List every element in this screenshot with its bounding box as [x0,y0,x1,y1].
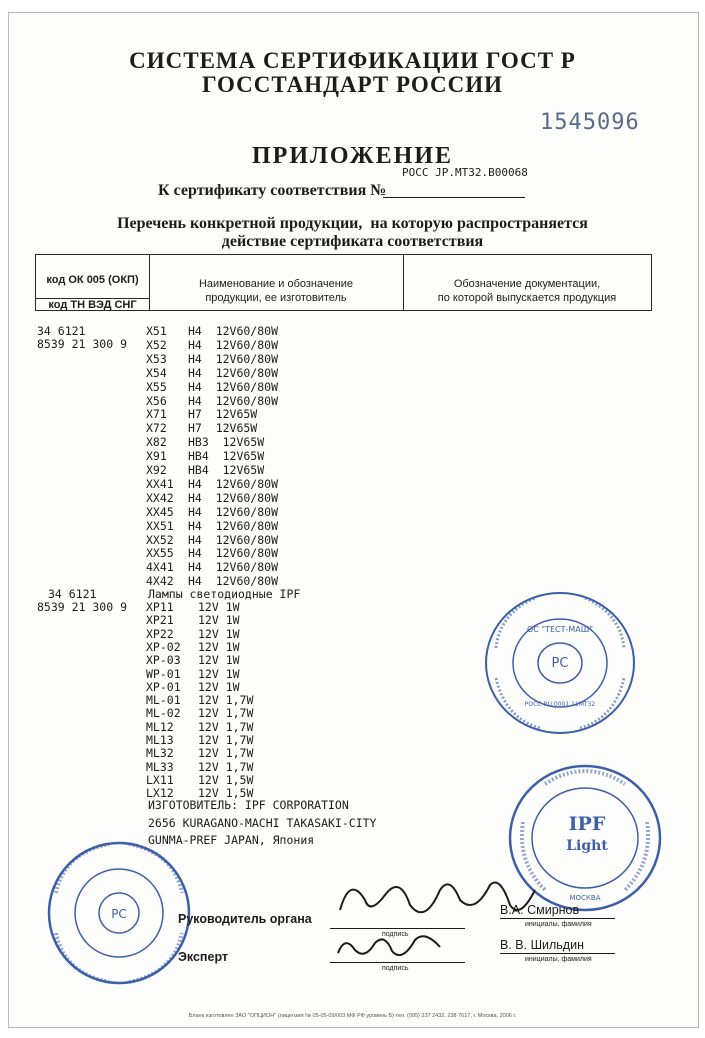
halogen-lamp-model: 4X41 [146,560,174,575]
annex-title: ПРИЛОЖЕНИЕ [251,143,454,169]
svg-text:Light: Light [566,838,608,854]
okp-column-header: код ОК 005 (ОКП) [46,274,139,286]
manufacturer-line-3: GUNMA-PREF JAPAN, Япония [148,833,315,847]
halogen-lamp-model: X82 [146,435,167,450]
expert-name: В. В. Шильдин [500,938,584,952]
halogen-lamp-spec: H4 12V60/80W [188,476,279,491]
certification-body-stamp [44,838,194,988]
halogen-lamp-spec: H4 12V60/80W [188,532,279,547]
led-lamps-heading: Лампы светодиодные IPF [148,587,301,601]
led-lamp-model: ML33 [146,759,174,774]
halogen-lamp-model: X56 [146,393,167,408]
halogen-lamp-spec: H4 12V60/80W [188,337,279,352]
halogen-lamp-model: X52 [146,337,167,352]
led-heading: 34 6121 [48,587,97,601]
okp-code-group1: 34 6121 [37,324,86,338]
halogen-lamp-spec: H4 12V60/80W [188,393,279,408]
halogen-lamp-spec: HB4 12V65W [188,463,265,477]
halogen-lamp-model: X54 [146,365,167,380]
led-lamp-model: ML13 [146,733,174,747]
led-lamp-spec: 12V 1,7W [198,706,254,721]
head-of-body-label: Руководитель органа [178,912,312,926]
svg-text:МОСКВА: МОСКВА [569,894,601,902]
halogen-lamp-spec: H4 12V60/80W [188,351,279,366]
led-lamp-spec: 12V 1W [198,613,240,628]
agency-title: ГОССТАНДАРТ РОССИИ [201,72,504,97]
halogen-lamp-model: XX41 [146,476,174,491]
manufacturer-line-2: 2656 KURAGANO-MACHI TAKASAKI-CITY [148,816,377,830]
expert-name-line [500,953,615,954]
manufacturer-line-1: ИЗГОТОВИТЕЛЬ: IPF CORPORATION [148,798,349,812]
product-name-column-header: Наименование и обозначение продукции, ее изготовитель [198,278,354,304]
halogen-lamp-spec: H4 12V60/80W [188,518,279,533]
halogen-lamp-spec: H4 12V60/80W [188,574,279,589]
certificate-number-line [383,197,525,198]
halogen-lamp-model: XX45 [146,504,174,519]
led-lamp-model: ML-01 [146,693,181,708]
led-lamp-spec: 12V 1,7W [198,746,254,761]
halogen-lamp-spec: HB3 12V65W [188,435,265,450]
svg-text:РОСС RU.0001.11МТ32: РОСС RU.0001.11МТ32 [524,701,596,708]
led-lamp-spec: 12V 1W [198,600,240,614]
svg-text:РС: РС [551,656,569,671]
to-certificate-label: К сертификату соответствия № [158,182,387,199]
product-list-heading-2: действие сертификата соответствия [221,233,484,250]
led-lamp-model: ML12 [146,719,174,734]
halogen-lamp-model: XX51 [146,518,174,533]
led-lamp-model: XP-01 [146,679,181,694]
expert-label: Эксперт [178,950,229,964]
halogen-lamp-spec: H4 12V60/80W [188,365,279,380]
led-lamp-spec: 12V 1W [198,626,240,641]
halogen-lamp-spec: HB4 12V65W [188,449,265,464]
halogen-lamp-spec: H4 12V60/80W [188,546,279,561]
test-mash-stamp [480,588,640,738]
halogen-lamp-model: X53 [146,351,167,366]
led-lamp-spec: 12V 1W [198,639,240,654]
halogen-lamp-spec: H7 12V65W [188,407,258,422]
product-list-heading-1: Перечень конкретной продукции, на которую распространяется [117,215,588,232]
led-lamp-spec: 12V 1,7W [198,733,254,747]
halogen-lamp-model: X51 [146,324,167,338]
tnved-code-group2: 8539 21 300 9 [37,600,128,614]
halogen-lamp-model: X72 [146,421,167,436]
halogen-lamp-spec: H4 12V60/80W [188,504,279,519]
tnved-code-group1: 8539 21 300 9 [37,337,128,351]
halogen-lamp-spec: H4 12V60/80W [188,379,279,394]
expert-signature [330,925,450,965]
product-table-header [35,254,652,311]
led-lamp-model: XP22 [146,626,174,641]
expert-name-caption: инициалы, фамилия [525,956,592,963]
svg-text:ОС "ТЕСТ-МАШ": ОС "ТЕСТ-МАШ" [526,625,594,634]
led-lamp-model: ML-02 [146,706,181,721]
tnved-column-header: код ТН ВЭД СНГ [48,299,137,311]
head-signature-caption: подпись [382,931,409,938]
halogen-lamp-model: XX55 [146,546,174,561]
led-lamp-spec: 12V 1,7W [198,759,254,774]
halogen-lamp-spec: H7 12V65W [188,421,258,436]
ross-code: РОСС JP.МТ32.В00068 [402,166,528,179]
led-lamp-model: WP-01 [146,666,181,681]
led-lamp-model: XP21 [146,613,174,628]
led-lamp-spec: 12V 1,5W [198,786,254,801]
halogen-lamp-model: X92 [146,463,167,477]
halogen-lamp-model: XX42 [146,490,174,505]
halogen-lamp-spec: H4 12V60/80W [188,324,279,338]
led-lamp-spec: 12V 1,7W [198,693,254,708]
led-lamp-spec: 12V 1,7W [198,719,254,734]
led-lamp-model: XP11 [146,600,174,614]
led-lamp-model: LX12 [146,786,174,801]
expert-signature-line [330,962,465,963]
led-lamp-spec: 12V 1W [198,679,240,694]
documentation-column-header: Обозначение документации, по которой выпускается продукция [437,278,617,304]
halogen-lamp-model: 4X42 [146,574,174,589]
halogen-lamp-model: X71 [146,407,167,422]
led-lamp-model: LX11 [146,772,174,787]
halogen-lamp-model: XX52 [146,532,174,547]
svg-text:РС: РС [111,907,127,921]
system-title: СИСТЕМА СЕРТИФИКАЦИИ ГОСТ Р [129,48,576,73]
expert-signature-caption: подпись [382,965,409,972]
led-lamp-model: XP-03 [146,653,181,668]
led-lamp-model: XP-02 [146,639,181,654]
halogen-lamp-model: X91 [146,449,167,464]
head-name-line [500,918,615,919]
halogen-lamp-spec: H4 12V60/80W [188,560,279,575]
led-lamp-spec: 12V 1W [198,666,240,681]
head-name-caption: инициалы, фамилия [525,921,592,928]
halogen-lamp-spec: H4 12V60/80W [188,490,279,505]
halogen-lamp-model: X55 [146,379,167,394]
form-printer-footer: Бланк изготовлен ЗАО "ОПЦИОН" (лицензия № 05-05-09/003 МФ РФ уровень Б) тел. (095) 237 2432, 238 7617, г. Москва, 2006 г. [188,1013,517,1019]
head-name: В.А. Смирнов [500,903,580,917]
led-lamp-model: ML32 [146,746,174,761]
led-lamp-spec: 12V 1W [198,653,240,668]
led-lamp-spec: 12V 1,5W [198,772,254,787]
certificate-serial-number: 1545096 [540,110,640,135]
svg-text:IPF: IPF [568,813,606,835]
